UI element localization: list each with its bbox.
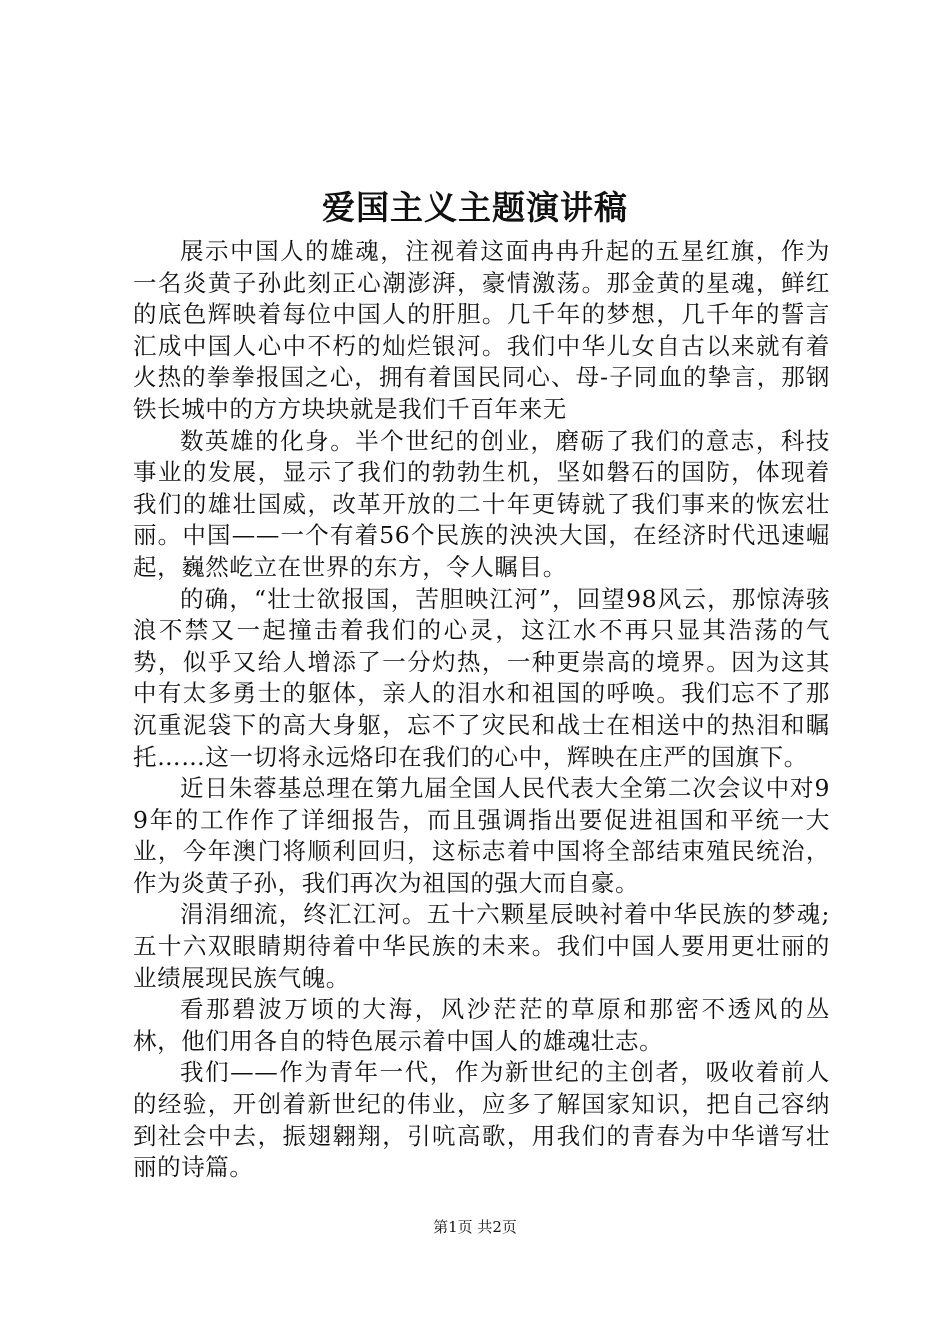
paragraph-1: 展示中国人的雄魂，注视着这面冉冉升起的五星红旗，作为一名炎黄子孙此刻正心潮澎湃，豪情激荡。那金黄的星魂，鲜红的底色辉映着每位中国人的肝胆。几千年的梦想，几千年的誓言汇成中国人心中不朽的灿烂银河。我们中华儿女自古以来就有着火热的拳拳报国之心，拥有着国民同心、母-子同血的挚言，那钢铁长城中的方方块块就是我们千百年来无: [133, 237, 830, 423]
document-body: [133, 236, 830, 1184]
paragraph-7: 我们——作为青年一代，作为新世纪的主创者，吸收着前人的经验，开创着新世纪的伟业，应多了解国家知识，把自己容纳到社会中去，振翅翱翔，引吭高歌，用我们的青春为中华谱写壮丽的诗篇。: [133, 1058, 830, 1182]
paragraph-3: 的确，“壮士欲报国，苦胆映江河”，回望98风云，那惊涛骇浪不禁又一起撞击着我们的心灵，这江水不再只显其浩荡的气势，似乎又给人增添了一分灼热，一种更崇高的境界。因为这其中有太多勇士的躯体，亲人的泪水和祖国的呼唤。我们忘不了那沉重泥袋下的高大身躯，忘不了灾民和战士在相送中的热泪和瞩托……这一切将永远烙印在我们的心中，辉映在庄严的国旗下。: [133, 584, 830, 771]
paragraph-2: 数英雄的化身。半个世纪的创业，磨砺了我们的意志，科技事业的发展，显示了我们的勃勃生机，坚如磐石的国防，体现着我们的雄壮国威，改革开放的二十年更铸就了我们事来的恢宏壮丽。中国——一个有着56个民族的泱泱大国，在经济时代迅速崛起，巍然屹立在世界的东方，令人瞩目。: [133, 426, 830, 581]
paragraph-6: 看那碧波万顷的大海，风沙茫茫的草原和那密不透风的丛林，他们用各自的特色展示着中国人的雄魂壮志。: [133, 995, 830, 1055]
page-footer: 第1页 共2页: [433, 1218, 517, 1236]
paragraph-4: 近日朱蓉基总理在第九届全国人民代表大全第二次会议中对99年的工作作了详细报告，而且强调指出要促进祖国和平统一大业，今年澳门将顺利回归，这标志着中国将全部结束殖民统治，作为炎黄子孙，我们再次为祖国的强大而自豪。: [133, 774, 830, 897]
paragraph-5: 涓涓细流，终汇江河。五十六颗星辰映衬着中华民族的梦魂;五十六双眼睛期待着中华民族的未来。我们中国人要用更壮丽的业绩展现民族气魄。: [133, 900, 830, 992]
document-title: 爱国主义主题演讲稿: [322, 188, 628, 227]
